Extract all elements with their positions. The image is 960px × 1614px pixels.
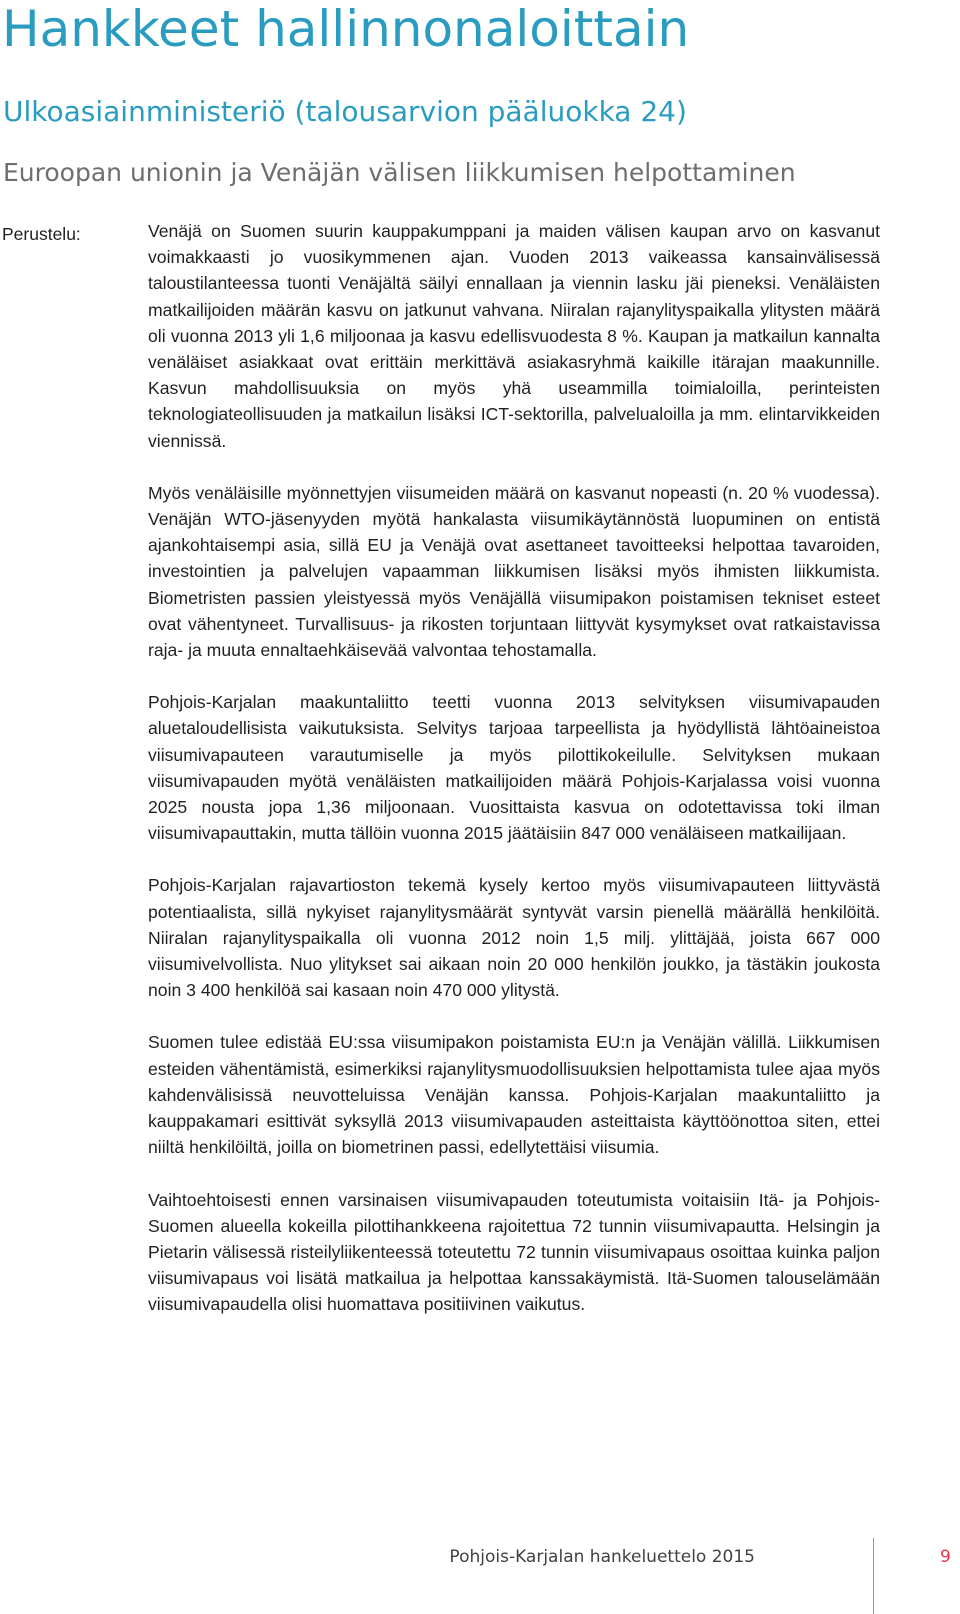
paragraph-border-survey: Pohjois-Karjalan rajavartioston tekemä kysely kertoo myös viisumivapauteen liittyvästä potentiaalista, sillä nykyiset rajanylitysmäärät syntyvät varsin pienellä määrällä henkilöitä. Niiralan rajanylityspaikalla oli vuonna 2012 noin 1,5 milj. ylittäjää, joista 667 000 viisumivelvollista. Nuo ylitykset sai aikaan noin 20 000 henkilön joukko, ja tästäkin joukosta noin 3 400 henkilöä sai kasaan noin 470 000 ylitystä. xyxy=(148,875,880,1001)
paragraph-visas: Myös venäläisille myönnettyjen viisumeiden määrä on kasvanut nopeasti (n. 20 % vuodessa). Venäjän WTO-jäsenyyden myötä hankalasta viisumikäytännöstä luopuminen on entistä ajankohtaisempi asia, sillä EU ja Venäjä ovat asettaneet tavoitteeksi helpottaa tavaroiden, investointien ja palvelujen vapaamman liikkumisen lisäksi myös ihmisten liikkumista. Biometristen passien yleistyessä myös Venäjällä viisumipakon poistamisen tekniset esteet ovat vähentyneet. Turvallisuus- ja rikosten torjuntaan liittyvät kysymykset ovat ratkaistavissa raja- ja muuta ennaltaehkäisevää valvontaa tehostamalla. xyxy=(148,482,880,661)
paragraph-study: Pohjois-Karjalan maakuntaliitto teetti vuonna 2013 selvityksen viisumivapauden aluetaloudellisista vaikutuksista. Selvitys tarjoaa tarpeellista ja hyödyllistä lähtöaineistoa viisumivapauteen varautumiselle ja myös pilottikokeilulle. Selvityksen mukaan viisumivapauden myötä venäläisten matkailijoiden määrä Pohjois-Karjalassa voisi vuonna 2025 nousta jopa 1,36 miljoonaan. Vuosittaista kasvua on odotettavissa toki ilman viisumivapauttakin, mutta tällöin vuonna 2015 jäätäisiin 847 000 venäläiseen matkailijaan. xyxy=(148,692,880,844)
paragraph-eu-policy: Suomen tulee edistää EU:ssa viisumipakon poistamista EU:n ja Venäjän välillä. Liikkumisen esteiden vähentämistä, esimerkiksi rajanylitysmuodollisuuksien helpottamista tulee ajaa myös kahdenvälisissä neuvotteluissa Venäjän kanssa. Pohjois-Karjalan maakuntaliitto ja kauppakamari esittivät syksyllä 2013 viisumivapauden asteittaista käyttöönottoa siten, ettei niiltä henkilöiltä, joilla on biometrinen passi, edellytettäisi viisumia. xyxy=(148,1032,880,1158)
footer-divider xyxy=(873,1538,874,1614)
footer-publication-title: Pohjois-Karjalan hankeluettelo 2015 xyxy=(449,1547,755,1567)
ministry-heading: Ulkoasiainministeriö (talousarvion pääluokka 24) xyxy=(3,95,687,128)
rationale-body xyxy=(148,218,880,1344)
paragraph-pilot: Vaihtoehtoisesti ennen varsinaisen viisumivapauden toteutumista voitaisiin Itä- ja Pohjois-Suomen alueella kokeilla pilottihankkeena rajoitettua 72 tunnin viisumivapautta. Helsingin ja Pietarin välisessä risteilyliikenteessä toteutettu 72 tunnin viisumivapaus osoittaa kuinka paljon viisumivapaus voi lisätä matkailua ja helpottaa kanssakäymistä. Itä-Suomen talouselämään viisumivapaudella olisi huomattava positiivinen vaikutus. xyxy=(148,1189,880,1315)
rationale-label: Perustelu: xyxy=(2,224,81,244)
page-number: 9 xyxy=(940,1547,951,1567)
page-title: Hankkeet hallinnonaloittain xyxy=(2,0,690,58)
project-heading: Euroopan unionin ja Venäjän välisen liikkumisen helpottaminen xyxy=(3,158,796,187)
paragraph-trade: Venäjä on Suomen suurin kauppakumppani ja maiden välisen kaupan arvo on kasvanut voimakkaasti jo vuosikymmenen ajan. Vuoden 2013 vaikeassa kansainvälisessä taloustilanteessa tuonti Venäjältä säilyi ennallaan ja viennin lasku jäi pieneksi. Venäläisten matkailijoiden määrän kasvu on jatkunut vahvana. Niiralan rajanylityspaikalla ylitysten määrä oli vuonna 2013 yli 1,6 miljoonaa ja kasvu edellisvuodesta 8 %. Kaupan ja matkailun kannalta venäläiset asiakkaat ovat erittäin merkittävä asiakasryhmä kaikille itärajan maakunnille. Kasvun mahdollisuuksia on myös yhä useammilla toimialoilla, perinteisten teknologiateollisuuden ja matkailun lisäksi ICT-sektorilla, palvelualoilla ja mm. elintarvikkeiden viennissä. xyxy=(148,221,880,451)
